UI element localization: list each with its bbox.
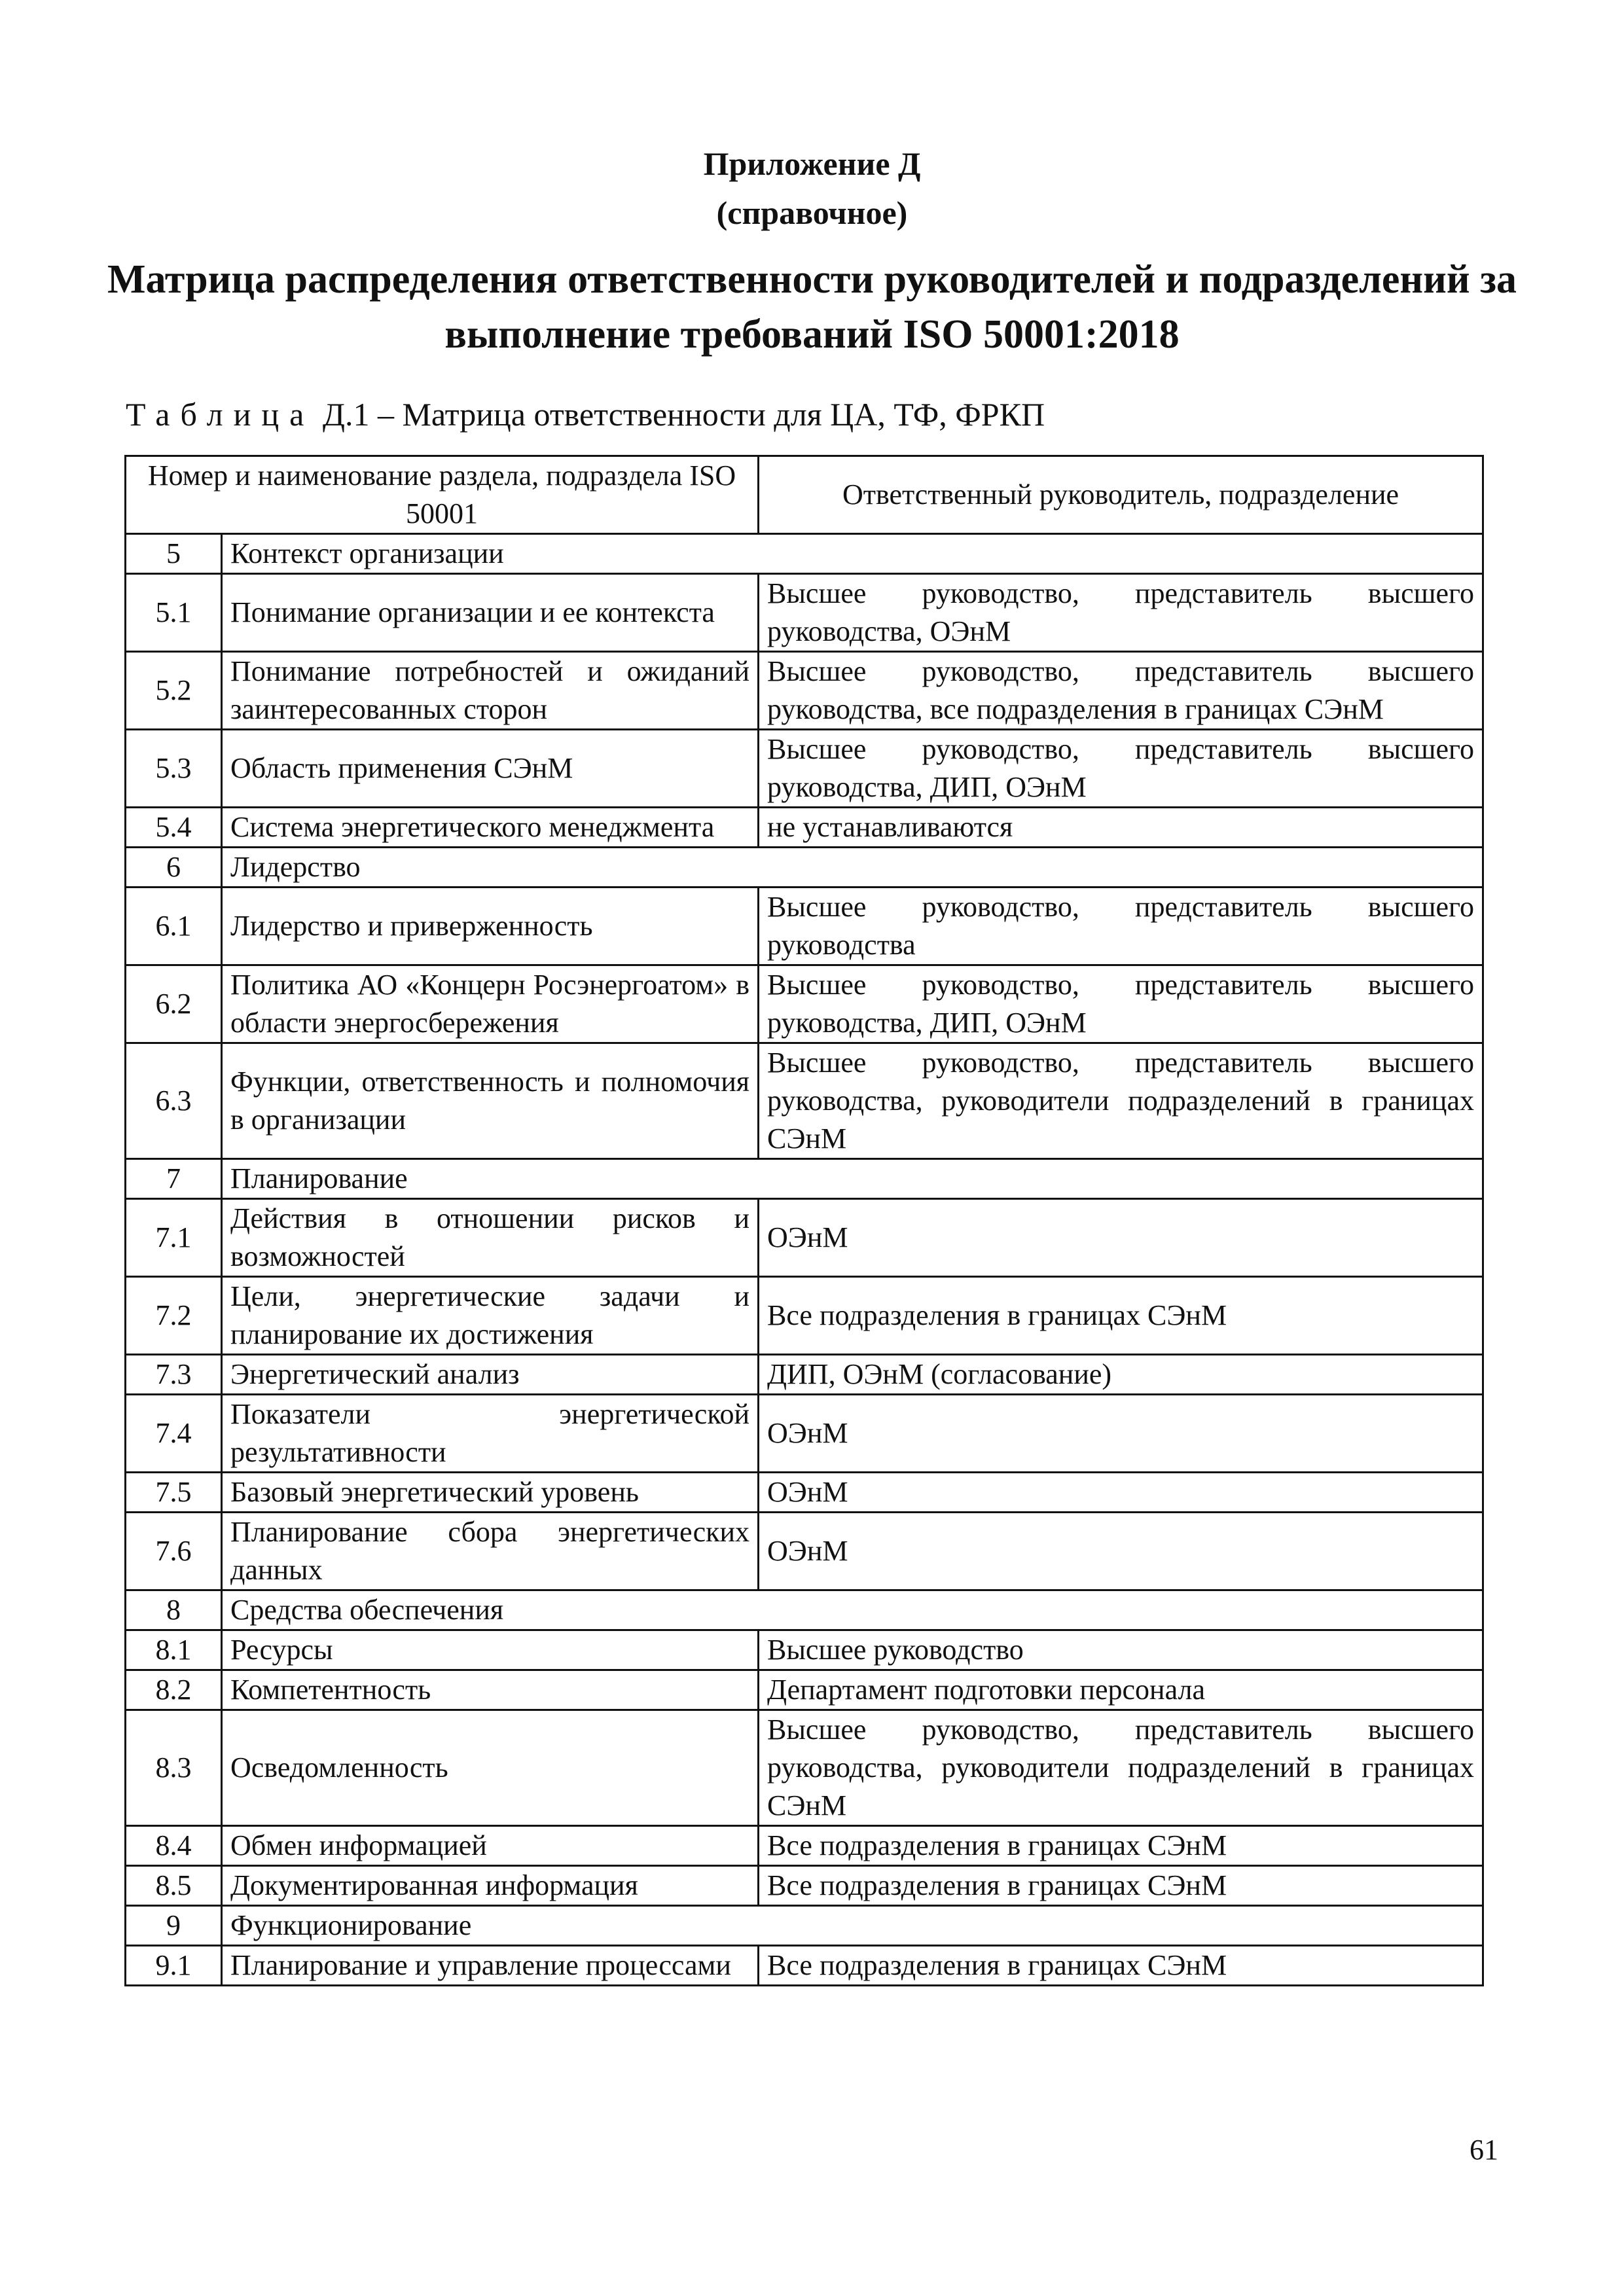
subsection-number: 8.1 (126, 1630, 222, 1670)
table-row (126, 1826, 1483, 1866)
section-number: 7 (126, 1159, 222, 1199)
subsection-number: 7.5 (126, 1473, 222, 1513)
responsibility-matrix-table (124, 455, 1484, 1986)
table-row (126, 1043, 1483, 1159)
subsection-number: 8.5 (126, 1866, 222, 1906)
table-row (126, 652, 1483, 730)
subsection-name: Компетентность (222, 1670, 759, 1710)
subsection-number: 6.2 (126, 965, 222, 1043)
responsible-cell: Все подразделения в границах СЭнМ (759, 1826, 1483, 1866)
table-row (126, 1199, 1483, 1277)
subsection-name: Энергетический анализ (222, 1355, 759, 1395)
subsection-name: Осведомленность (222, 1710, 759, 1826)
subsection-number: 6.3 (126, 1043, 222, 1159)
document-title: Матрица распределения ответственности руководителей и подразделений за выполнение требований ISO 50001:2018 (107, 257, 1517, 357)
subsection-name: Обмен информацией (222, 1826, 759, 1866)
table-row (126, 1866, 1483, 1906)
section-name: Лидерство (222, 848, 1483, 888)
table-row (126, 965, 1483, 1043)
section-number: 6 (126, 848, 222, 888)
section-number: 8 (126, 1590, 222, 1630)
subsection-number: 5.4 (126, 808, 222, 848)
responsible-cell: Высшее руководство, представитель высшего руководства, ДИП, ОЭнМ (759, 730, 1483, 808)
subsection-name: Документированная информация (222, 1866, 759, 1906)
table-row (126, 808, 1483, 848)
responsible-cell: не устанавливаются (759, 808, 1483, 848)
table-caption-text: Д.1 – Матрица ответственности для ЦА, ТФ, ФРКП (322, 396, 1045, 433)
table-row (126, 888, 1483, 965)
subsection-name: Политика АО «Концерн Росэнергоатом» в области энергосбережения (222, 965, 759, 1043)
subsection-name: Область применения СЭнМ (222, 730, 759, 808)
table-row (126, 730, 1483, 808)
page-number: 61 (1470, 2134, 1498, 2166)
section-number: 9 (126, 1906, 222, 1946)
subsection-number: 5.2 (126, 652, 222, 730)
table-row (126, 1513, 1483, 1590)
subsection-number: 8.3 (126, 1710, 222, 1826)
subsection-name: Понимание организации и ее контекста (222, 574, 759, 652)
table-body (126, 534, 1483, 1986)
section-group-row (126, 848, 1483, 888)
subsection-name: Базовый энергетический уровень (222, 1473, 759, 1513)
responsible-cell: ОЭнМ (759, 1473, 1483, 1513)
section-name: Функционирование (222, 1906, 1483, 1946)
table-row (126, 574, 1483, 652)
subsection-number: 7.6 (126, 1513, 222, 1590)
table-row (126, 1355, 1483, 1395)
responsible-cell: Высшее руководство, представитель высшего руководства, руководители подразделений в границах СЭнМ (759, 1043, 1483, 1159)
subsection-number: 7.1 (126, 1199, 222, 1277)
table-row (126, 1710, 1483, 1826)
responsible-cell: Все подразделения в границах СЭнМ (759, 1946, 1483, 1986)
subsection-name: Ресурсы (222, 1630, 759, 1670)
subsection-number: 7.3 (126, 1355, 222, 1395)
appendix-title: Приложение Д (703, 145, 921, 182)
table-row (126, 1395, 1483, 1473)
responsible-cell: ДИП, ОЭнМ (согласование) (759, 1355, 1483, 1395)
responsible-cell: ОЭнМ (759, 1513, 1483, 1590)
subsection-number: 5.3 (126, 730, 222, 808)
header-section: Номер и наименование раздела, подраздела ISO 50001 (126, 456, 759, 534)
subsection-number: 5.1 (126, 574, 222, 652)
table-caption (126, 391, 1045, 437)
subsection-number: 7.4 (126, 1395, 222, 1473)
subsection-number: 9.1 (126, 1946, 222, 1986)
responsible-cell: Высшее руководство, представитель высшего руководства, ОЭнМ (759, 574, 1483, 652)
section-group-row (126, 534, 1483, 574)
subsection-name: Функции, ответственность и полномочия в организации (222, 1043, 759, 1159)
table-row (126, 1473, 1483, 1513)
header-responsible: Ответственный руководитель, подразделение (759, 456, 1483, 534)
subsection-number: 7.2 (126, 1277, 222, 1355)
responsible-cell: Высшее руководство (759, 1630, 1483, 1670)
responsible-cell: ОЭнМ (759, 1395, 1483, 1473)
section-group-row (126, 1159, 1483, 1199)
responsible-cell: Высшее руководство, представитель высшего руководства, ДИП, ОЭнМ (759, 965, 1483, 1043)
responsible-cell: Все подразделения в границах СЭнМ (759, 1866, 1483, 1906)
responsible-cell: ОЭнМ (759, 1199, 1483, 1277)
subsection-number: 8.2 (126, 1670, 222, 1710)
section-name: Планирование (222, 1159, 1483, 1199)
subsection-name: Система энергетического менеджмента (222, 808, 759, 848)
subsection-number: 6.1 (126, 888, 222, 965)
table-caption-label: Таблица (126, 396, 315, 433)
subsection-name: Действия в отношении рисков и возможностей (222, 1199, 759, 1277)
table-row (126, 1277, 1483, 1355)
section-group-row (126, 1906, 1483, 1946)
subsection-name: Лидерство и приверженность (222, 888, 759, 965)
responsible-cell: Все подразделения в границах СЭнМ (759, 1277, 1483, 1355)
subsection-name: Планирование и управление процессами (222, 1946, 759, 1986)
responsible-cell: Высшее руководство, представитель высшего руководства, все подразделения в границах СЭнМ (759, 652, 1483, 730)
appendix-note: (справочное) (716, 194, 908, 231)
table-row (126, 1670, 1483, 1710)
section-number: 5 (126, 534, 222, 574)
section-group-row (126, 1590, 1483, 1630)
subsection-number: 8.4 (126, 1826, 222, 1866)
section-name: Контекст организации (222, 534, 1483, 574)
subsection-name: Понимание потребностей и ожиданий заинтересованных сторон (222, 652, 759, 730)
responsible-cell: Высшее руководство, представитель высшего руководства (759, 888, 1483, 965)
subsection-name: Показатели энергетической результативности (222, 1395, 759, 1473)
subsection-name: Планирование сбора энергетических данных (222, 1513, 759, 1590)
responsible-cell: Высшее руководство, представитель высшего руководства, руководители подразделений в границах СЭнМ (759, 1710, 1483, 1826)
section-name: Средства обеспечения (222, 1590, 1483, 1630)
responsible-cell: Департамент подготовки персонала (759, 1670, 1483, 1710)
table-header-row (126, 456, 1483, 534)
table-row (126, 1630, 1483, 1670)
table-row (126, 1946, 1483, 1986)
subsection-name: Цели, энергетические задачи и планирование их достижения (222, 1277, 759, 1355)
